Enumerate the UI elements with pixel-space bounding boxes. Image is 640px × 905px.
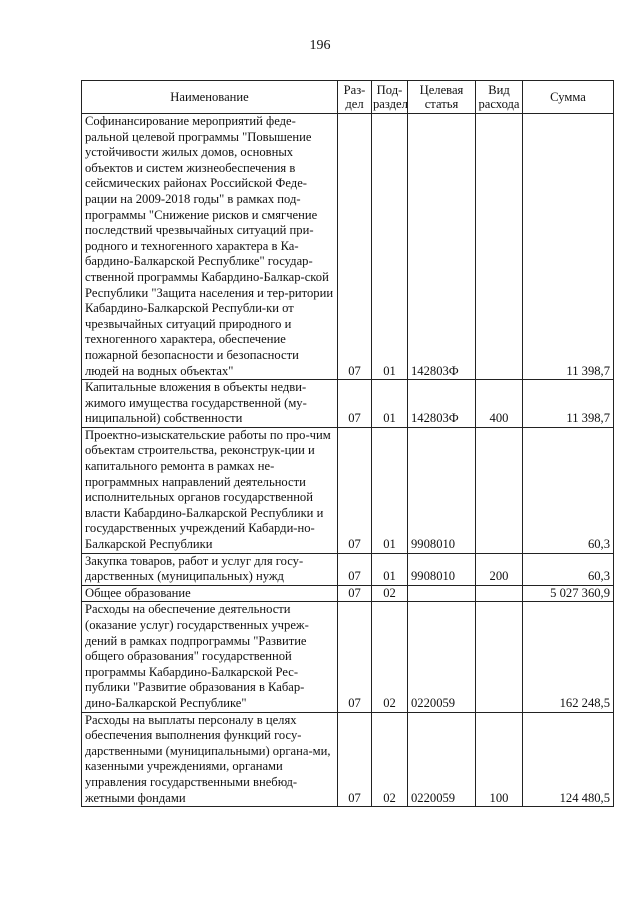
row-target bbox=[408, 585, 476, 602]
row-razdel: 07 bbox=[338, 427, 372, 553]
row-vid bbox=[476, 114, 523, 380]
row-sum: 60,3 bbox=[523, 427, 614, 553]
row-podrazdel: 01 bbox=[372, 380, 408, 428]
row-razdel: 07 bbox=[338, 585, 372, 602]
row-vid: 400 bbox=[476, 380, 523, 428]
row-vid bbox=[476, 585, 523, 602]
row-podrazdel: 01 bbox=[372, 427, 408, 553]
row-vid: 200 bbox=[476, 553, 523, 585]
row-vid bbox=[476, 602, 523, 712]
row-target: 142803Ф bbox=[408, 114, 476, 380]
row-razdel: 07 bbox=[338, 553, 372, 585]
row-podrazdel: 02 bbox=[372, 585, 408, 602]
row-target: 0220059 bbox=[408, 602, 476, 712]
row-sum: 11 398,7 bbox=[523, 380, 614, 428]
row-sum: 5 027 360,9 bbox=[523, 585, 614, 602]
row-name: Софинансирование мероприятий феде-ральной целевой программы "Повышение устойчивости жилых домов, основных объектов и систем жизнеобеспечения в сейсмических районах Российской Феде-рации на 2009-2018 годы" в рамках под-программы "Снижение рисков и смягчение последствий чрезвычайных ситуаций при-родного и техногенного характера в Ка-бардино-Балкарской Республике" государ-ственной программы Кабардино-Балкар-ской Республики "Защита населения и тер-ритории Кабардино-Балкарской Республи-ки от чрезвычайных ситуаций природного и техногенного характера, обеспечение пожарной безопасности и безопасности людей на водных объектах" bbox=[82, 114, 338, 380]
table-row bbox=[82, 602, 614, 712]
budget-table bbox=[81, 80, 614, 807]
row-sum: 124 480,5 bbox=[523, 712, 614, 807]
table-row bbox=[82, 427, 614, 553]
row-podrazdel: 02 bbox=[372, 712, 408, 807]
header-sum: Сумма bbox=[523, 81, 614, 114]
row-name: Закупка товаров, работ и услуг для госу-дарственных (муниципальных) нужд bbox=[82, 553, 338, 585]
row-target: 142803Ф bbox=[408, 380, 476, 428]
row-name: Капитальные вложения в объекты недви-жимого имущества государственной (му-ниципальной) собственности bbox=[82, 380, 338, 428]
row-target: 9908010 bbox=[408, 427, 476, 553]
row-target: 9908010 bbox=[408, 553, 476, 585]
row-razdel: 07 bbox=[338, 602, 372, 712]
row-name: Проектно-изыскательские работы по про-чим объектам строительства, реконструк-ции и капитального ремонта в рамках не-программных направлений деятельности исполнительных органов государственной власти Кабардино-Балкарской Республики и государственных учреждений Кабарди-но-Балкарской Республики bbox=[82, 427, 338, 553]
row-name: Расходы на выплаты персоналу в целях обеспечения выполнения функций госу-дарственными (муниципальными) органа-ми, казенными учреждениями, органами управления государственными внебюд-жетными фондами bbox=[82, 712, 338, 807]
table-row bbox=[82, 380, 614, 428]
row-podrazdel: 01 bbox=[372, 114, 408, 380]
header-target: Целевая статья bbox=[408, 81, 476, 114]
row-sum: 162 248,5 bbox=[523, 602, 614, 712]
page-number: 196 bbox=[309, 38, 331, 53]
table-header-row bbox=[82, 81, 614, 114]
row-razdel: 07 bbox=[338, 114, 372, 380]
row-razdel: 07 bbox=[338, 380, 372, 428]
row-podrazdel: 02 bbox=[372, 602, 408, 712]
row-name: Общее образование bbox=[82, 585, 338, 602]
row-target: 0220059 bbox=[408, 712, 476, 807]
header-name: Наименование bbox=[82, 81, 338, 114]
table-row bbox=[82, 553, 614, 585]
table-row bbox=[82, 585, 614, 602]
header-podrazdel: Под-раздел bbox=[372, 81, 408, 114]
table-row bbox=[82, 712, 614, 807]
row-vid bbox=[476, 427, 523, 553]
row-vid: 100 bbox=[476, 712, 523, 807]
table-row bbox=[82, 114, 614, 380]
row-podrazdel: 01 bbox=[372, 553, 408, 585]
row-sum: 60,3 bbox=[523, 553, 614, 585]
row-name: Расходы на обеспечение деятельности (оказание услуг) государственных учреж-дений в рамках подпрограммы "Развитие общего образования" государственной программы Кабардино-Балкарской Рес-публики "Развитие образования в Кабар-дино-Балкарской Республике" bbox=[82, 602, 338, 712]
row-razdel: 07 bbox=[338, 712, 372, 807]
header-vid: Вид расхода bbox=[476, 81, 523, 114]
header-razdel: Раз-дел bbox=[338, 81, 372, 114]
row-sum: 11 398,7 bbox=[523, 114, 614, 380]
